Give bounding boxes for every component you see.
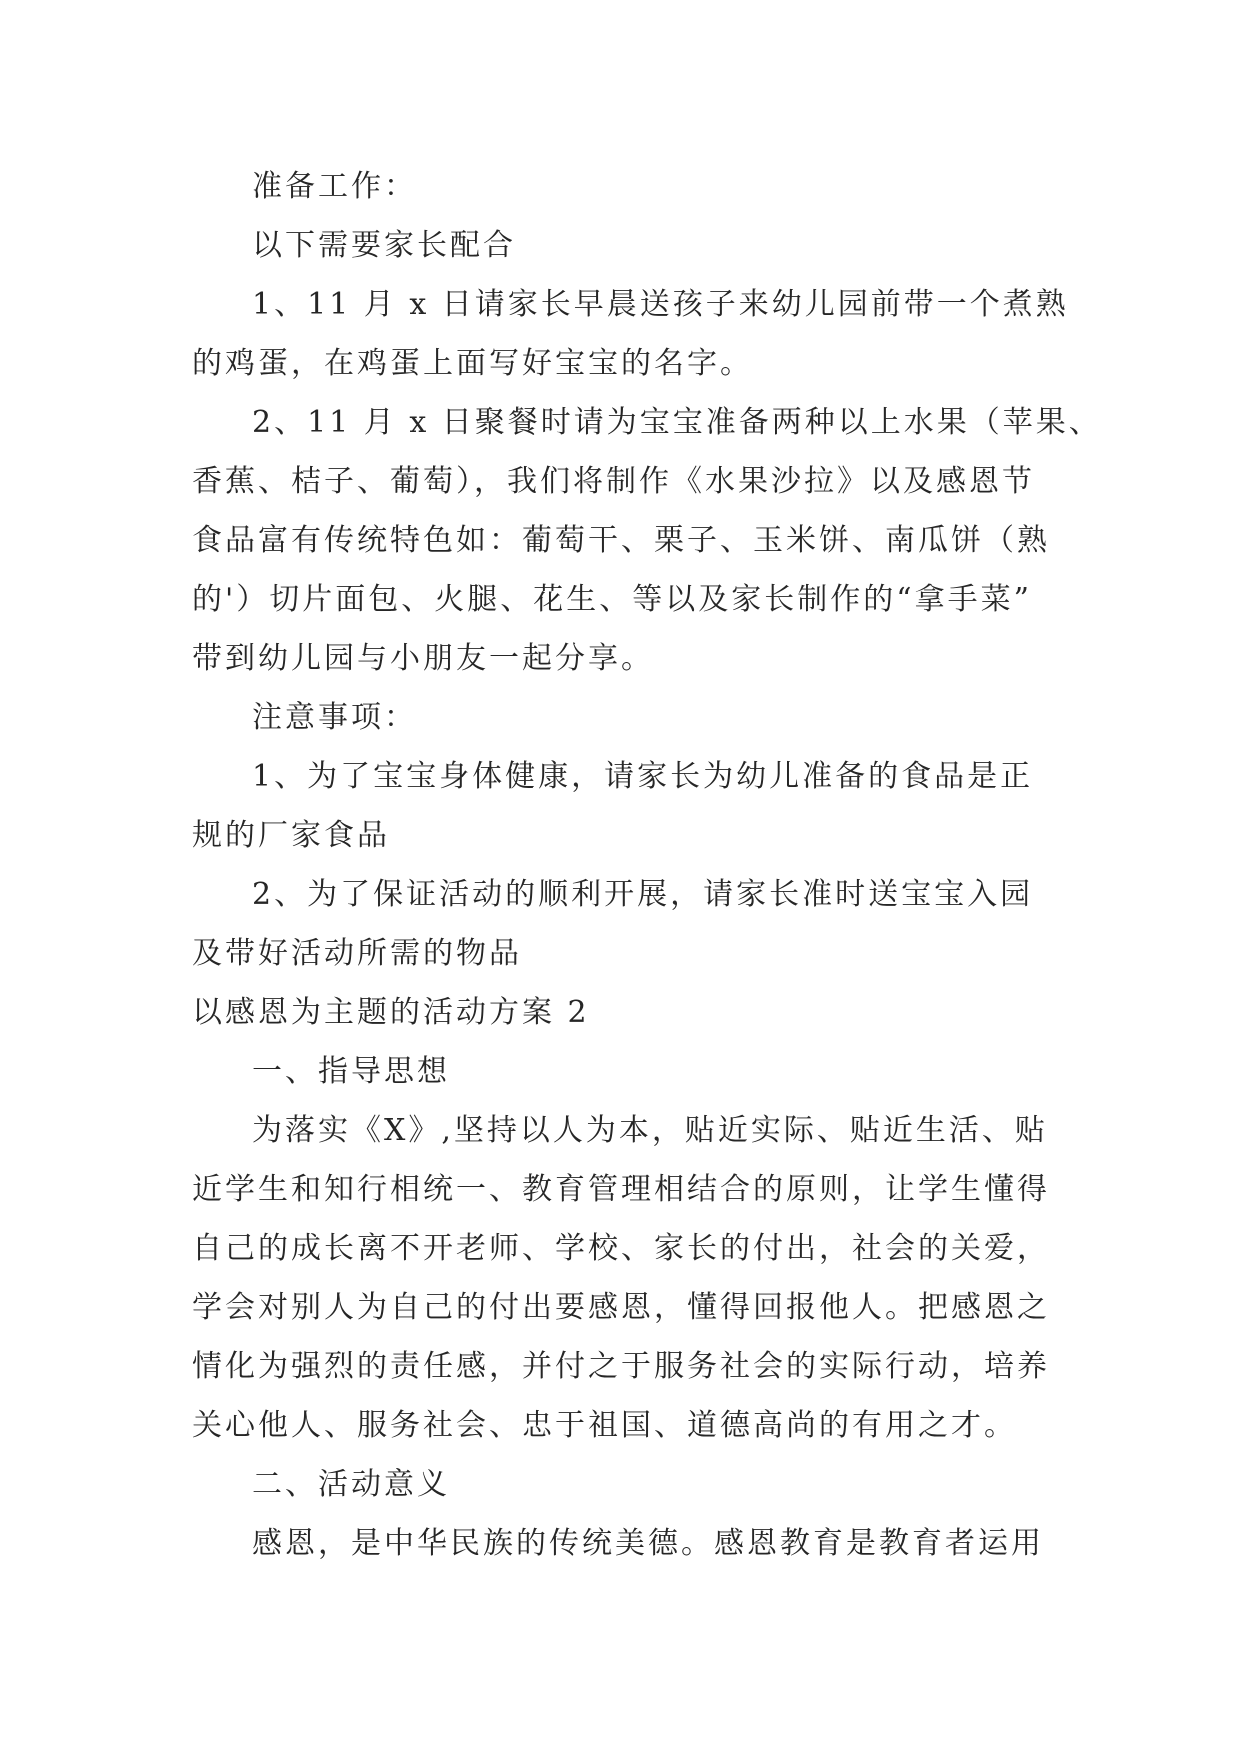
text-line: 香蕉、桔子、葡萄），我们将制作《水果沙拉》以及感恩节 (192, 464, 1035, 499)
text-line: 的'）切片面包、火腿、花生、等以及家长制作的“拿手菜” (192, 582, 1032, 617)
text-line: 一、指导思想 (252, 1054, 450, 1089)
text-line: 的鸡蛋，在鸡蛋上面写好宝宝的名字。 (192, 346, 753, 381)
text-line: 规的厂家食品 (192, 818, 390, 853)
paragraph (192, 157, 1052, 216)
paragraph (192, 747, 1052, 865)
text-line: 以下需要家长配合 (252, 228, 516, 263)
paragraph (192, 688, 1052, 747)
paragraph (192, 393, 1102, 688)
text-line: 为落实《X》,坚持以人为本，贴近实际、贴近生活、贴 (252, 1113, 1048, 1148)
section-title (192, 983, 1052, 1042)
text-line: 2、为了保证活动的顺利开展，请家长准时送宝宝入园 (252, 877, 1034, 912)
text-line: 带到幼儿园与小朋友一起分享。 (192, 641, 654, 676)
text-line: 二、活动意义 (252, 1467, 450, 1502)
paragraph (192, 1514, 1052, 1573)
paragraph (192, 216, 1052, 275)
text-line: 关心他人、服务社会、忠于祖国、道德高尚的有用之才。 (192, 1408, 1017, 1443)
paragraph (192, 865, 1052, 983)
paragraph (192, 1101, 1052, 1455)
text-line: 自己的成长离不开老师、学校、家长的付出，社会的关爱， (192, 1231, 1050, 1266)
text-line: 注意事项： (252, 700, 417, 735)
text-line: 食品富有传统特色如：葡萄干、栗子、玉米饼、南瓜饼（熟 (192, 523, 1050, 558)
text-line: 学会对别人为自己的付出要感恩，懂得回报他人。把感恩之 (192, 1290, 1050, 1325)
text-line: 及带好活动所需的物品 (192, 936, 522, 971)
text-line: 情化为强烈的责任感，并付之于服务社会的实际行动，培养 (192, 1349, 1050, 1384)
text-line: 准备工作： (252, 169, 417, 204)
text-line: 以感恩为主题的活动方案 2 (192, 995, 590, 1030)
text-line: 近学生和知行相统一、教育管理相结合的原则，让学生懂得 (192, 1172, 1050, 1207)
paragraph (192, 1455, 1052, 1514)
text-line: 2、11 月 x 日聚餐时请为宝宝准备两种以上水果（苹果、 (252, 405, 1102, 440)
paragraph (192, 1042, 1052, 1101)
text-line: 1、为了宝宝身体健康，请家长为幼儿准备的食品是正 (252, 759, 1034, 794)
text-line: 感恩，是中华民族的传统美德。感恩教育是教育者运用 (252, 1526, 1044, 1561)
paragraph (192, 275, 1069, 393)
text-line: 1、11 月 x 日请家长早晨送孩子来幼儿园前带一个煮熟 (252, 287, 1069, 322)
document-body (192, 157, 1102, 1573)
